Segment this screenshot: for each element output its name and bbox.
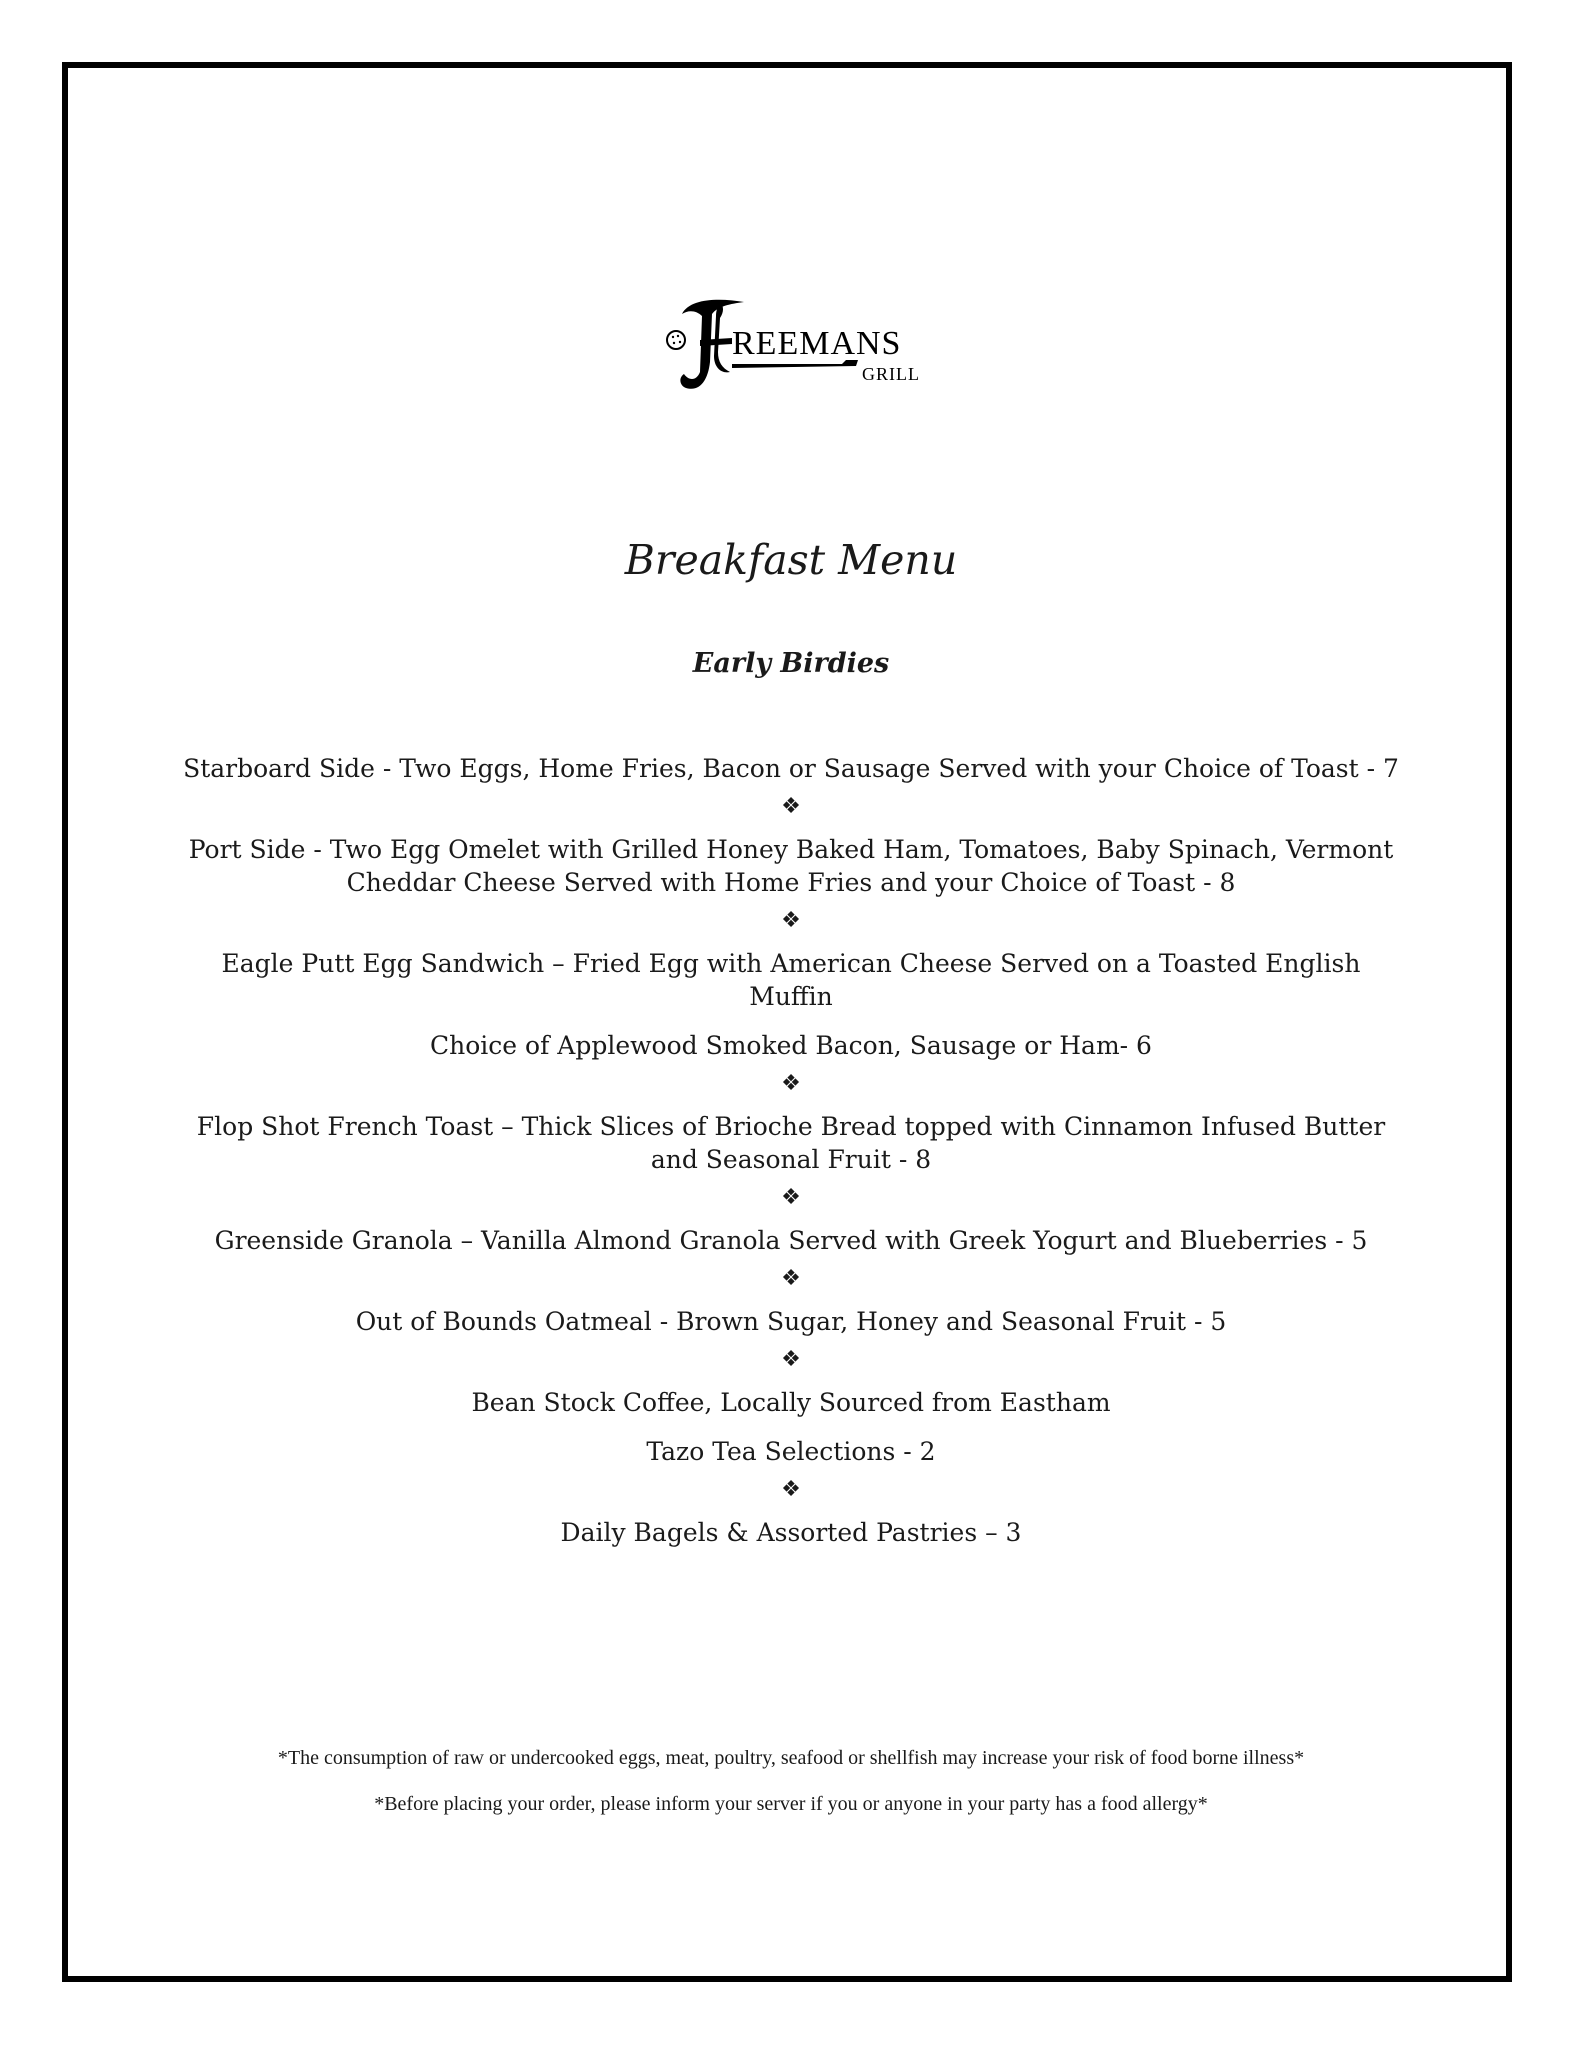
menu-item-side-meats: Choice of Applewood Smoked Bacon, Sausage or Ham- 6 <box>430 1031 1152 1060</box>
four-diamond-ornament-icon: ❖ <box>781 1266 801 1291</box>
section-title: Early Birdies <box>692 648 890 679</box>
menu-title: Breakfast Menu <box>624 536 958 584</box>
menu-item-starboard-side: Starboard Side - Two Eggs, Home Fries, Bacon or Sausage Served with your Choice of Toast - 7 <box>183 754 1399 783</box>
menu-item-oatmeal: Out of Bounds Oatmeal - Brown Sugar, Honey and Seasonal Fruit - 5 <box>355 1307 1227 1336</box>
four-diamond-ornament-icon: ❖ <box>781 908 801 933</box>
disclaimers <box>0 1746 1582 1838</box>
menu-item-eagle-putt: Eagle Putt Egg Sandwich – Fried Egg with American Cheese Served on a Toasted English Muffin <box>221 949 1361 1011</box>
four-diamond-ornament-icon: ❖ <box>781 1185 801 1210</box>
menu-item-greenside-granola: Greenside Granola – Vanilla Almond Granola Served with Greek Yogurt and Blueberries - 5 <box>214 1226 1368 1255</box>
freemans-grill-logo <box>660 292 922 398</box>
four-diamond-ornament-icon: ❖ <box>781 1477 801 1502</box>
menu-item-bagels: Daily Bagels & Assorted Pastries – 3 <box>560 1518 1022 1547</box>
menu-item-port-side: Port Side - Two Egg Omelet with Grilled Honey Baked Ham, Tomatoes, Baby Spinach, Vermont Cheddar Cheese Served with Home Fries and your Choice of Toast - 8 <box>188 835 1394 897</box>
menu-items <box>180 752 1402 1549</box>
menu-item-coffee: Bean Stock Coffee, Locally Sourced from Eastham <box>471 1388 1111 1417</box>
menu-item-flop-shot: Flop Shot French Toast – Thick Slices of Brioche Bread topped with Cinnamon Infused Butter and Seasonal Fruit - 8 <box>196 1112 1386 1174</box>
menu-item-tea: Tazo Tea Selections - 2 <box>646 1437 936 1466</box>
logo-brand-text: REEMANS <box>732 325 902 362</box>
four-diamond-ornament-icon: ❖ <box>781 1347 801 1372</box>
food-safety-note: *The consumption of raw or undercooked eggs, meat, poultry, seafood or shellfish may increase your risk of food borne illness* <box>277 1747 1305 1769</box>
allergy-note: *Before placing your order, please inform your server if you or anyone in your party has a food allergy* <box>374 1793 1208 1815</box>
four-diamond-ornament-icon: ❖ <box>781 1071 801 1096</box>
four-diamond-ornament-icon: ❖ <box>781 794 801 819</box>
logo-sub-text: GRILL <box>862 364 920 384</box>
